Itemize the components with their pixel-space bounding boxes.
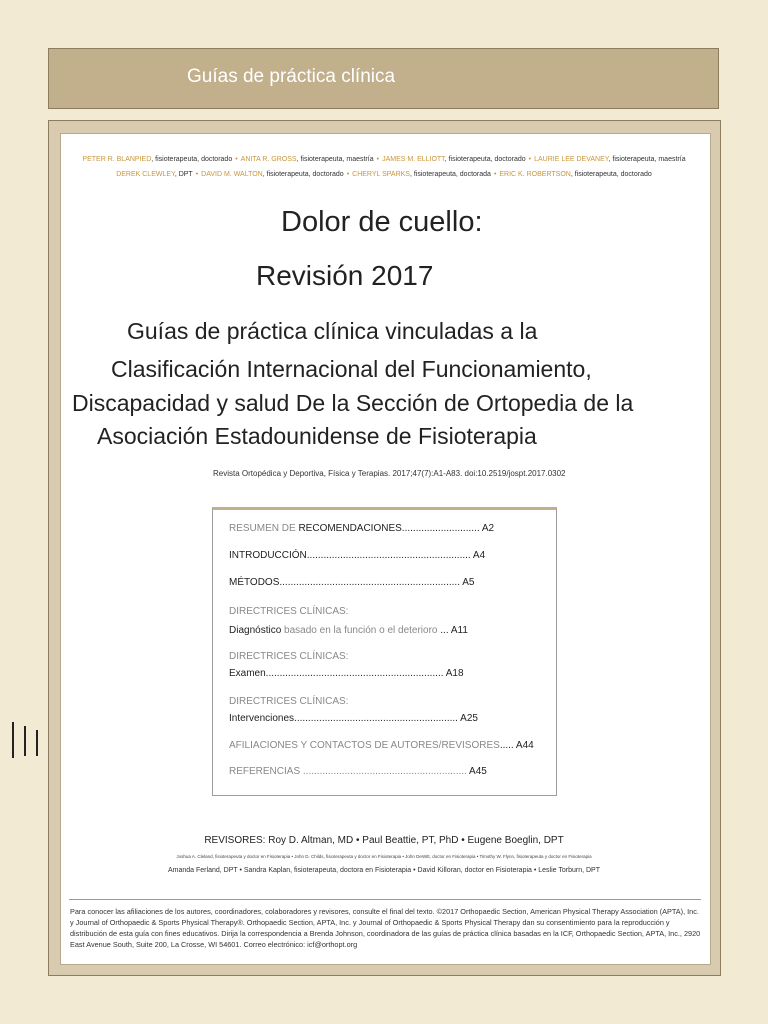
author-role: , fisioterapeuta, maestría xyxy=(296,156,374,163)
toc-section-heading: DIRECTRICES CLÍNICAS: xyxy=(229,651,349,662)
toc-section-heading: DIRECTRICES CLÍNICAS: xyxy=(229,696,349,707)
author-name: ANITA R. GROSS xyxy=(240,156,297,163)
footer-divider xyxy=(69,899,701,900)
author-role: , fisioterapeuta, doctorado xyxy=(262,171,344,178)
subtitle-line-1: Guías de práctica clínica vinculadas a la xyxy=(127,318,538,344)
toc-page: ..... A44 xyxy=(499,740,534,751)
toc-text: Diagnóstico xyxy=(229,625,282,636)
author-role: , fisioterapeuta, doctorado xyxy=(570,171,652,178)
author-role: , fisioterapeuta, doctorado xyxy=(444,156,526,163)
toc-text-gray: basado en la función o el deterioro xyxy=(281,625,438,636)
toc-entry-introduccion[interactable]: INTRODUCCIÓN........................................................... A4 xyxy=(229,550,486,561)
authors-line-1 xyxy=(0,152,768,167)
authors-line-2 xyxy=(0,167,768,182)
author-separator: • xyxy=(528,156,532,163)
author-name: PETER R. BLANPIED xyxy=(82,156,152,163)
toc-text-gray: AFILIACIONES Y CONTACTOS DE AUTORES/REVISORES xyxy=(229,740,500,751)
toc-entry-metodos[interactable]: MÉTODOS................................................................. A5 xyxy=(229,577,475,588)
subtitle-line-2: Clasificación Internacional del Funcionamiento, xyxy=(111,356,592,382)
author-name: LAURIE LEE DEVANEY xyxy=(534,156,609,163)
toc-text: RECOMENDACIONES............................ A2 xyxy=(298,523,495,534)
toc-text-gray: REFERENCIAS ........................................................... xyxy=(229,766,467,777)
author-separator: • xyxy=(235,156,238,163)
reviewers-line-3: Amanda Ferland, DPT • Sandra Kaplan, fisioterapeuta, doctora en Fisioterapia • David Killoran, doctor en Fisioterapia • Leslie Torburn, DPT xyxy=(168,867,600,874)
toc-entry-referencias[interactable] xyxy=(229,766,487,777)
author-name: ERIC K. ROBERTSON xyxy=(499,171,571,178)
margin-mark xyxy=(36,730,38,756)
toc-section-heading: DIRECTRICES CLÍNICAS: xyxy=(229,606,349,617)
table-of-contents xyxy=(212,507,557,796)
document-subtitle-year: Revisión 2017 xyxy=(256,260,434,291)
author-separator: • xyxy=(195,171,199,178)
toc-entry-intervenciones[interactable]: Intervenciones........................................................... A25 xyxy=(229,713,478,724)
subtitle-line-3: Discapacidad y salud De la Sección de Ortopedia de la xyxy=(72,390,634,416)
margin-mark xyxy=(12,722,14,758)
author-name: CHERYL SPARKS xyxy=(352,171,410,178)
author-name: JAMES M. ELLIOTT xyxy=(382,156,445,163)
toc-entry-diagnostico[interactable] xyxy=(229,625,468,636)
author-separator: • xyxy=(493,171,497,178)
toc-page: ... A11 xyxy=(437,625,468,636)
author-name: DEREK CLEWLEY xyxy=(116,171,175,178)
reviewers-line-2: Joshua A. Cleland, fisioterapeuta y doctor en Fisioterapia • John D. Childs, fisioterapeuta y doctor en Fisioterapia • John DeWitt, doctor en Fisioterapia • Timothy W. Flynn, fisioterapeuta y doctor en Fisioterapia xyxy=(176,854,592,859)
footer-text: Para conocer las afiliaciones de los autores, coordinadores, colaboradores y revisores, consulte el final del texto. ©2017 Orthopaedic Section, American Physical Therapy Association (APTA), Inc. y Journal of Orthopaedic & Sports Physical Therapy®. Orthopaedic Section, APTA, Inc. y Journal of Orthopaedic & Sports Physical Therapy dan su consentimiento para la reproducción y distribución de esta guía con fines educativos. Dirija la correspondencia a Brenda Johnson, coordinadora de las guías de práctica clínica basadas en la ICF, Orthopaedic Section, APTA, Inc., 2920 East Avenue South, Suite 200, La Crosse, WI 54601. Correo electrónico: icf@orthopt.org xyxy=(70,907,701,949)
margin-marks xyxy=(10,722,42,758)
author-separator: • xyxy=(346,171,350,178)
toc-page: A45 xyxy=(466,766,487,777)
reviewers-line-1: REVISORES: Roy D. Altman, MD • Paul Beattie, PT, PhD • Eugene Boeglin, DPT xyxy=(204,835,564,846)
author-role: , fisioterapeuta, maestría xyxy=(608,156,686,163)
toc-entry-examen[interactable]: Examen................................................................ A18 xyxy=(229,668,464,679)
author-role: , DPT xyxy=(174,171,193,178)
subtitle-line-4: Asociación Estadounidense de Fisioterapia xyxy=(97,423,537,449)
margin-mark xyxy=(24,726,26,756)
document-title: Dolor de cuello: xyxy=(281,206,483,238)
author-name: DAVID M. WALTON xyxy=(201,171,263,178)
author-role: , fisioterapeuta, doctorada xyxy=(409,171,491,178)
toc-entry-resumen[interactable] xyxy=(229,523,494,534)
toc-entry-afiliaciones[interactable] xyxy=(229,740,534,751)
author-separator: • xyxy=(376,156,380,163)
author-role: , fisioterapeuta, doctorado xyxy=(151,156,233,163)
banner-title: Guías de práctica clínica xyxy=(187,66,396,87)
header-banner xyxy=(48,48,719,109)
toc-prefix: RESUMEN DE xyxy=(229,523,299,534)
citation: Revista Ortopédica y Deportiva, Física y Terapias. 2017;47(7):A1-A83. doi:10.2519/jospt.2017.0302 xyxy=(213,469,566,478)
